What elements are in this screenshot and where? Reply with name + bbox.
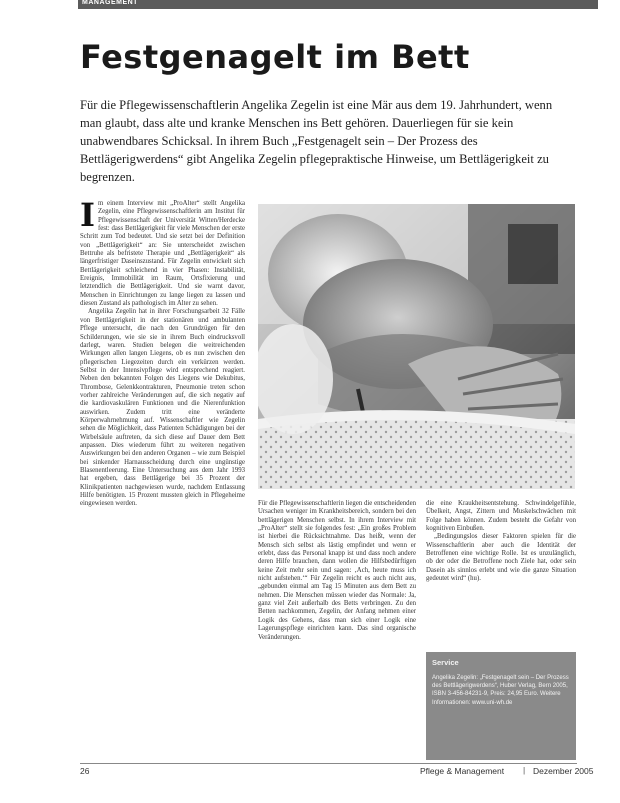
article-column-2 — [258, 500, 416, 760]
footer-magazine-name: Pflege & Management — [420, 766, 505, 776]
section-label: MANAGEMENT — [82, 0, 138, 6]
column-2-paragraph-1: Für die Pflegewissenschaftlerin liegen die entscheidenden Ursachen weniger im Krankheitsbereich, sondern bei den bettlägerigen Menschen selbst. In ihrem Interview mit „ProAlter“ stellt sie folgendes fest: „Ein großes Problem ist hierbei die Rücksichtnahme. Das heißt, wenn der Mensch sich selbst als lästig empfindet und wenn er erlebt, dass das Personal knapp ist und dass noch andere deren Hilfe brauchen, dann wollen die Hilfsbedürftigen keine Zeit mehr sein und sagen: ‚Ach, heute muss ich nicht aufstehen.‘“ Für Zegelin reicht es auch nicht aus, „gebunden einmal am Tag 15 Minuten aus dem Bett zu nehmen. Die Menschen müssen wieder das Normale: Ja, ganz viel Zeit außerhalb des Betts verbringen. Zu den Betten nachkommen, Zegelin, der Anfang nehmen einer Logik des Gehens, dass man sich einer Logik eine Lagerungspflege einrichten kann. Das sind organische Veränderungen. — [258, 500, 416, 641]
section-header-bar — [78, 0, 598, 9]
elderly-patient-photo — [258, 204, 575, 489]
drop-cap: I — [80, 200, 95, 234]
column-3-paragraph-1: die eine Kraukheitsentstehung. Schwindelgefühle, Übelkeit, Angst, Zittern und Muskelschwächen mit Folge haben können. Zudem besteht die Gefahr von kognitiven Einbußen. — [426, 500, 576, 533]
photo-illustration — [258, 204, 575, 489]
footer-separator: | — [523, 765, 526, 775]
article-column-1 — [80, 200, 245, 760]
footer-issue-date: Dezember 2005 — [533, 766, 594, 776]
page-number: 26 — [80, 766, 90, 776]
column-1-paragraph-2: Angelika Zegelin hat in ihrer Forschungsarbeit 32 Fälle von Bettlägerigkeit in der stationären und ambulanten Pflege untersucht, die nach den Grundzügen für den Schilderungen, wie sie sie in ihrem Buch eindrucksvoll darlegt, waren. Studien belegen die weitreichenden Wirkungen allen langen Liegens, ob es nun zwischen den pflegerischen Liegezeiten durch ein verkürzen werden. Selbst in der Intensivpflege wird entsprechend reagiert. Neben den bekannten Folgen des Liegens wie Dekubitus, Thrombose, Gelenkkontrakturen, Pneumonie treten schon vorher zahlreiche Veränderungen auf, die sich negativ auf die kardiovaskulären Funktionen und die Nierenfunktion auswirken. Zudem tritt eine veränderte Körperwahrnehmung auf. Wissenschaftler wie Zegelin sehen die Möglichkeit, dass Patienten Schädigungen bei der Wirbelsäule auftreten, da sich diese auf Dauer dem Bett anpassen. Dies wiederum führt zu weiteren negativen Auswirkungen bei den anderen Organen – wie zum Beispiel bei sinkender Harnausscheidung durch eine ungünstige Blasenentleerung. Eine Untersuchung aus dem Jahr 1993 hat ergeben, dass Bettlägerige bei 35 Prozent der Klinikpatienten nachgewiesen wurde, nachdem Entlassung Hilfe benötigten. 15 Prozent mussten gleich in Pflegeheime eingewiesen werden. — [80, 308, 245, 508]
infobox-title: Service — [432, 658, 459, 667]
article-intro: Für die Pflegewissenschaftlerin Angelika Zegelin ist eine Mär aus dem 19. Jahrhundert, wenn man glaubt, dass alte und kranke Menschen ins Bett gehören. Dauerliegen für sie kein unabwendbares Schicksal. In ihrem Buch „Festgenagelt sein – Der Prozess des Bettlägerigwerdens“ gibt Angelika Zegelin pflegepraktische Hinweise, um Bettlägerigkeit zu begrenzen. — [80, 98, 553, 184]
service-infobox — [426, 652, 576, 760]
footer-divider — [80, 763, 577, 764]
article-column-3 — [426, 500, 576, 630]
infobox-text: Angelika Zegelin: „Festgenagelt sein – Der Prozess des Bettlägerigwerdens“, Huber Verlag, Bern 2005, ISBN 3-456-84231-9, Preis: 24,95 Euro. Weitere Informationen: www.uni-wh.de — [432, 675, 569, 706]
column-3-paragraph-2: „Bedingungslos dieser Faktoren spielen für die Wissenschaftlerin aber auch die Identität der Betroffenen eine wichtige Rolle. Ist es unzulänglich, ob der oder die Betroffene noch Ziele hat, oder sein Dasein als sinnlos erlebt und wie die ganze Situation gedeutet wird“ (hu). — [426, 533, 576, 583]
article-headline: Festgenagelt im Bett — [80, 38, 470, 76]
column-1-paragraph-1: m einem Interview mit „ProAlter“ stellt Angelika Zegelin, eine Pflegewissenschaftlerin am Institut für Pflegewissenschaft der Universität Witten/Herdecke fest: dass Bettlägerigkeit für viele Menschen der erste Schritt zum Tod bedeutet. Und sie setzt bei der Definition von „Bettlägerigkeit“ an: Sie unterscheidet zwischen Bettruhe als befristete Therapie und „Bettlägerigkeit“ als längerfristiger Daseinszustand. Für Zegelin entwickelt sich Bettlägerigkeit schleichend in vier Phasen: Instabilität, Ereignis, Immobilität im Raum, Ortsfixierung und letztendlich die Bettlägerigkeit. Und sie warnt davor, Menschen in Einrichtungen zu lange liegen zu lassen und diesen Zustand als pathologisch im Alter zu sehen. — [80, 200, 245, 308]
